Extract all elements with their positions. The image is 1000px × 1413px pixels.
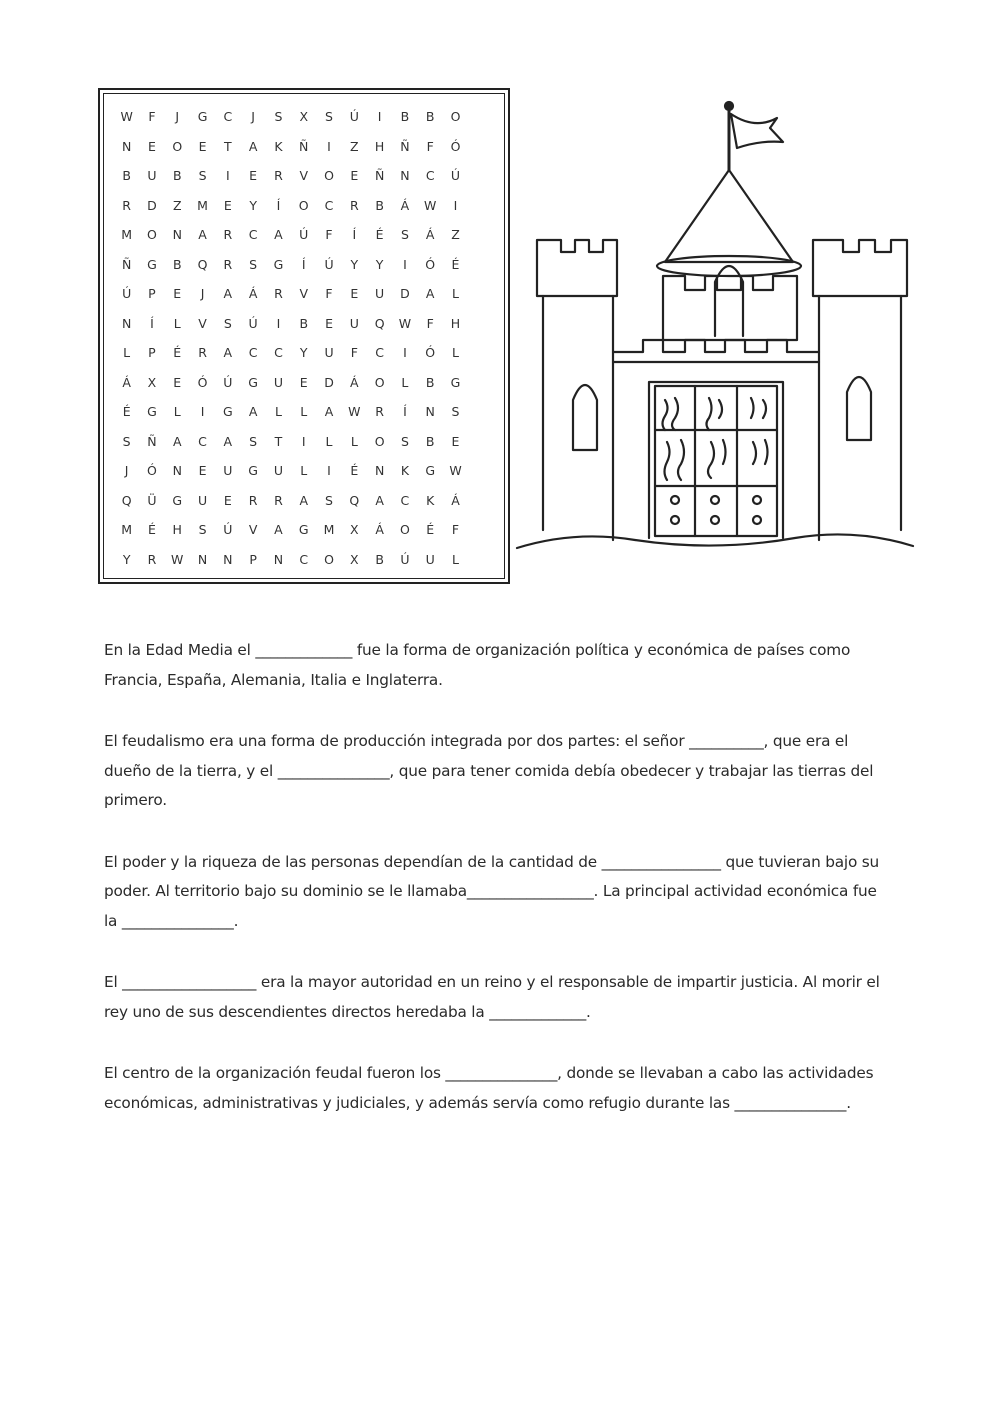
word-search-letter: O [374, 374, 385, 390]
word-search-letter: D [147, 197, 157, 213]
word-search-letter: U [349, 315, 359, 331]
word-search-letter: R [198, 345, 207, 360]
word-search-letter: Í [403, 404, 407, 419]
word-search-letter: Ú [122, 286, 132, 301]
word-search-letter: V [299, 168, 308, 183]
word-search-letter: G [450, 374, 461, 390]
word-search-letter: A [248, 404, 258, 419]
word-search-letter: Ó [425, 256, 436, 272]
word-search-letter: W [424, 197, 437, 213]
word-search-letter: Y [122, 551, 131, 567]
word-search-letter: N [273, 551, 284, 567]
word-search-letter: E [198, 138, 207, 154]
word-search-letter: Ó [147, 463, 157, 478]
word-search-letter: G [298, 522, 309, 537]
word-search-letter: G [172, 492, 183, 508]
word-search-letter: A [299, 492, 308, 508]
word-search-letter: U [223, 463, 233, 478]
word-search-letter: R [375, 404, 384, 419]
word-search-letter: S [249, 256, 258, 272]
word-search-letter: O [324, 168, 334, 183]
word-search-letter: G [248, 463, 258, 478]
word-search-letter: R [274, 168, 283, 183]
word-search-letter: W [449, 463, 462, 478]
word-search-grid [114, 102, 493, 574]
word-search-letter: G [248, 374, 258, 390]
word-search-letter: A [223, 286, 233, 301]
word-search-letter: C [248, 345, 258, 360]
word-search-letter: U [324, 345, 334, 360]
word-search-letter: M [121, 227, 133, 242]
word-search-letter: I [301, 433, 306, 449]
word-search-letter: A [274, 522, 283, 537]
word-search-letter: É [173, 345, 182, 360]
word-search-letter: N [197, 551, 208, 567]
word-search-letter: É [122, 404, 131, 419]
word-search-letter: B [172, 256, 182, 272]
word-search-letter: O [399, 522, 410, 537]
word-search-letter: É [451, 256, 460, 272]
word-search-letter: V [299, 286, 308, 301]
word-search-letter: L [300, 404, 308, 419]
word-search-letter: F [451, 522, 460, 537]
word-search-letter: B [172, 168, 182, 183]
word-search-letter: E [223, 197, 232, 213]
word-search-letter: Ú [223, 522, 233, 537]
word-search-letter: U [375, 286, 385, 301]
word-search-letter: E [249, 168, 258, 183]
word-search-letter: E [325, 315, 333, 331]
word-search-letter: M [197, 197, 208, 213]
word-search-letter: K [426, 492, 435, 508]
word-search-letter: B [425, 374, 435, 390]
word-search-letter: Y [375, 256, 384, 272]
word-search-letter: M [323, 522, 335, 537]
word-search-letter: C [375, 345, 384, 360]
word-search-letter: A [223, 345, 233, 360]
word-search-letter: W [171, 551, 184, 567]
word-search-letter [468, 191, 493, 221]
word-search-letter [468, 220, 493, 250]
word-search-letter: A [425, 286, 435, 301]
word-search-letter: X [350, 551, 359, 567]
word-search-letter [468, 427, 493, 457]
word-search-letter: L [452, 286, 459, 301]
word-search-letter: L [452, 551, 459, 567]
word-search-letter: I [377, 109, 382, 124]
word-search-letter: Á [248, 286, 258, 301]
word-search-letter: Q [197, 256, 208, 272]
word-search-letter: C [248, 227, 258, 242]
word-search-letter: B [299, 315, 309, 331]
word-search-letter: É [350, 463, 359, 478]
word-search-letter [468, 397, 493, 427]
word-search-letter: X [299, 109, 309, 124]
word-search-letter [468, 102, 493, 132]
word-search-letter: N [223, 551, 233, 567]
word-search-letter: S [249, 433, 258, 449]
word-search-letter: F [426, 315, 434, 331]
word-search-letter: S [223, 315, 232, 331]
word-search-letter: Ñ [299, 138, 309, 154]
word-search-letter: S [325, 109, 333, 124]
word-search-letter: F [325, 286, 333, 301]
word-search-letter: D [324, 374, 334, 390]
word-search-letter: A [172, 433, 182, 449]
word-search-letter: Á [400, 197, 410, 213]
word-search-letter: Ñ [121, 256, 132, 272]
word-search-letter: R [223, 256, 233, 272]
word-search-letter: M [121, 522, 133, 537]
word-search-letter: B [375, 197, 384, 213]
word-search-letter: L [401, 374, 409, 390]
word-search-letter: I [225, 168, 230, 183]
word-search-letter: G [147, 404, 157, 419]
word-search-letter [468, 338, 493, 368]
word-search-letter: Ú [450, 168, 461, 183]
word-search-letter: Y [249, 197, 257, 213]
word-search-letter: P [249, 551, 257, 567]
word-search-letter: Ú [248, 315, 258, 331]
word-search-letter: T [274, 433, 283, 449]
word-search-letter: É [426, 522, 435, 537]
castle-icon [515, 100, 915, 555]
word-search-letter: U [425, 551, 435, 567]
word-search-letter: L [123, 345, 131, 360]
word-search-letter: Y [299, 345, 308, 360]
word-search-letter: N [374, 463, 385, 478]
word-search-letter: P [148, 345, 156, 360]
word-search-letter: I [327, 463, 331, 478]
word-search-letter: F [148, 109, 156, 124]
word-search-letter: U [273, 463, 283, 478]
word-search-letter [468, 515, 493, 545]
word-search-letter: Ó [197, 374, 208, 390]
word-search-letter: A [223, 433, 233, 449]
word-search-letter: H [450, 315, 461, 331]
word-search-letter: F [325, 227, 333, 242]
word-search-letter: C [299, 551, 309, 567]
word-search-letter: C [400, 492, 410, 508]
word-search-letter: J [175, 109, 180, 124]
word-search-letter: J [124, 463, 129, 478]
word-search-letter: N [121, 138, 132, 154]
word-search-letter: B [425, 109, 435, 124]
word-search-letter: R [274, 492, 283, 508]
word-search-letter: C [223, 109, 233, 124]
word-search-letter: Q [121, 492, 132, 508]
word-search-letter: C [198, 433, 207, 449]
word-search-letter: Í [301, 256, 306, 272]
word-search-letter [468, 279, 493, 309]
word-search-letter: R [122, 197, 131, 213]
word-search-letter: H [172, 522, 182, 537]
word-search-letter: B [425, 433, 435, 449]
word-search-letter: O [172, 138, 183, 154]
word-search-letter: R [223, 227, 233, 242]
word-search-letter: Ó [450, 138, 461, 154]
paragraph-1: En la Edad Media el _____________ fue la forma de organización política y económica de países como Francia, España, Alemania, Italia e Inglaterra. [104, 641, 851, 689]
word-search-letter: A [198, 227, 207, 242]
word-search-letter: N [400, 168, 410, 183]
word-search-letter: S [451, 404, 460, 419]
word-search-letter: I [453, 197, 458, 213]
word-search-letter: F [350, 345, 358, 360]
word-search-letter: C [425, 168, 435, 183]
word-search-letter: W [398, 315, 412, 331]
word-search-letter: P [148, 286, 156, 301]
word-search-letter: Ú [400, 551, 410, 567]
word-search-letter: I [276, 315, 281, 331]
word-search-letter: G [197, 109, 208, 124]
word-search-letter: S [400, 433, 409, 449]
word-search-letter: L [173, 315, 181, 331]
word-search-letter: C [274, 345, 283, 360]
word-search-letter: G [425, 463, 436, 478]
word-search-letter: G [222, 404, 233, 419]
word-search-letter [468, 161, 493, 191]
word-search-letter: A [324, 404, 334, 419]
word-search-letter: S [325, 492, 333, 508]
word-search-letter: S [122, 433, 131, 449]
word-search-letter: Í [150, 315, 154, 331]
word-search-letter: A [274, 227, 283, 242]
word-search-letter: B [375, 551, 384, 567]
paragraph-3: El poder y la riqueza de las personas dependían de la cantidad de ________________ que tuvieran bajo su poder. Al territorio bajo su dominio se le llamaba_________________. La principal actividad económica fue la _______________. [104, 852, 880, 930]
word-search-letter: L [350, 433, 358, 449]
word-search-letter [468, 309, 493, 339]
word-search-letter: U [147, 168, 157, 183]
word-search-letter: I [200, 404, 205, 419]
word-search-letter: T [224, 138, 232, 154]
word-search-letter: Á [122, 374, 131, 390]
word-search-letter: Ú [349, 109, 359, 124]
word-search-letter: L [274, 404, 282, 419]
word-search-letter: A [375, 492, 384, 508]
word-search-letter: A [248, 138, 258, 154]
word-search-letter: Ú [299, 227, 309, 242]
word-search-letter [468, 456, 493, 486]
word-search-letter: Ñ [374, 168, 385, 183]
word-search-letter: Á [425, 227, 435, 242]
word-search-letter: I [403, 256, 407, 272]
word-search-letter: O [450, 109, 461, 124]
word-search-letter: O [374, 433, 385, 449]
word-search-letter: K [274, 138, 283, 154]
word-search-letter: B [400, 109, 410, 124]
word-search-letter: N [172, 463, 182, 478]
word-search-letter: L [325, 433, 333, 449]
word-search-letter: Z [451, 227, 460, 242]
word-search-letter: G [273, 256, 284, 272]
paragraph-5: El centro de la organización feudal fueron los _______________, donde se llevaban a cabo las actividades económicas, administrativas y judiciales, y además servía como refugio durante las _______________. [104, 1064, 874, 1112]
word-search-letter [468, 368, 493, 398]
word-search-letter: É [147, 522, 156, 537]
word-search-letter: E [223, 492, 232, 508]
word-search-letter: U [273, 374, 283, 390]
word-search-letter: É [375, 227, 384, 242]
word-search-letter: G [147, 256, 157, 272]
word-search-letter: X [147, 374, 157, 390]
word-search-letter: F [426, 138, 434, 154]
word-search-letter: W [348, 404, 361, 419]
word-search-letter: N [425, 404, 435, 419]
word-search-letter: I [327, 138, 331, 154]
word-search-letter: Ñ [400, 138, 410, 154]
word-search-letter: E [198, 463, 207, 478]
word-search-letter [468, 545, 493, 575]
word-search-letter: Z [172, 197, 182, 213]
word-search-letter: R [274, 286, 283, 301]
word-search-letter: Á [451, 492, 460, 508]
word-search-letter: E [451, 433, 460, 449]
word-search-letter: Á [375, 522, 384, 537]
word-search-letter: C [324, 197, 334, 213]
word-search-letter: V [248, 522, 258, 537]
word-search-letter: E [147, 138, 156, 154]
word-search-letter: J [200, 286, 205, 301]
paragraph-2: El feudalismo era una forma de producción integrada por dos partes: el señor __________, que era el dueño de la tierra, y el _______________, que para tener comida debía obedecer y trabajar las tierras del primero. [104, 732, 874, 809]
word-search-letter: N [172, 227, 182, 242]
word-search-letter: E [299, 374, 308, 390]
word-search-letter: E [173, 374, 182, 390]
word-search-letter: O [298, 197, 309, 213]
word-search-letter: V [198, 315, 207, 331]
word-search-letter: Z [350, 138, 359, 154]
word-search-letter: R [147, 551, 157, 567]
word-search-letter: Í [352, 227, 357, 242]
word-search-letter: S [198, 168, 207, 183]
word-search-letter: J [251, 109, 255, 124]
word-search-letter: L [452, 345, 459, 360]
word-search-letter [468, 250, 493, 280]
word-search-letter: Ü [147, 492, 157, 508]
word-search-letter: D [400, 286, 410, 301]
word-search-letter: Ó [425, 345, 436, 360]
word-search-frame [98, 88, 510, 584]
word-search-letter: Ú [223, 374, 233, 390]
word-search-letter: B [122, 168, 131, 183]
word-search-letter: L [173, 404, 181, 419]
word-search-letter: Q [349, 492, 360, 508]
word-search-letter: O [147, 227, 157, 242]
word-search-letter: E [350, 286, 359, 301]
word-search-letter: Y [350, 256, 359, 272]
word-search-letter: U [197, 492, 208, 508]
word-search-letter: R [349, 197, 359, 213]
word-search-letter: Ú [324, 256, 334, 272]
word-search-letter: R [248, 492, 258, 508]
word-search-letter: I [403, 345, 407, 360]
word-search-letter [468, 486, 493, 516]
word-search-letter: Í [276, 197, 281, 213]
word-search-letter: W [120, 109, 133, 124]
word-search-letter: Q [374, 315, 385, 331]
word-search-letter: N [121, 315, 132, 331]
word-search-letter: E [350, 168, 359, 183]
word-search-letter: O [324, 551, 334, 567]
word-search-letter: S [400, 227, 409, 242]
word-search-letter: Á [350, 374, 359, 390]
paragraph-4: El __________________ era la mayor autoridad en un reino y el responsable de impartir justicia. Al morir el rey uno de sus descendientes directos heredaba la _____________. [104, 973, 880, 1021]
word-search-letter: Ñ [147, 433, 157, 449]
word-search-letter: K [400, 463, 410, 478]
word-search-letter: S [198, 522, 207, 537]
word-search-letter: H [374, 138, 385, 154]
word-search-letter: X [350, 522, 359, 537]
word-search-letter: S [274, 109, 283, 124]
word-search-letter [468, 132, 493, 162]
word-search-letter: E [173, 286, 182, 301]
word-search-letter: L [300, 463, 308, 478]
worksheet-text [104, 636, 894, 1150]
